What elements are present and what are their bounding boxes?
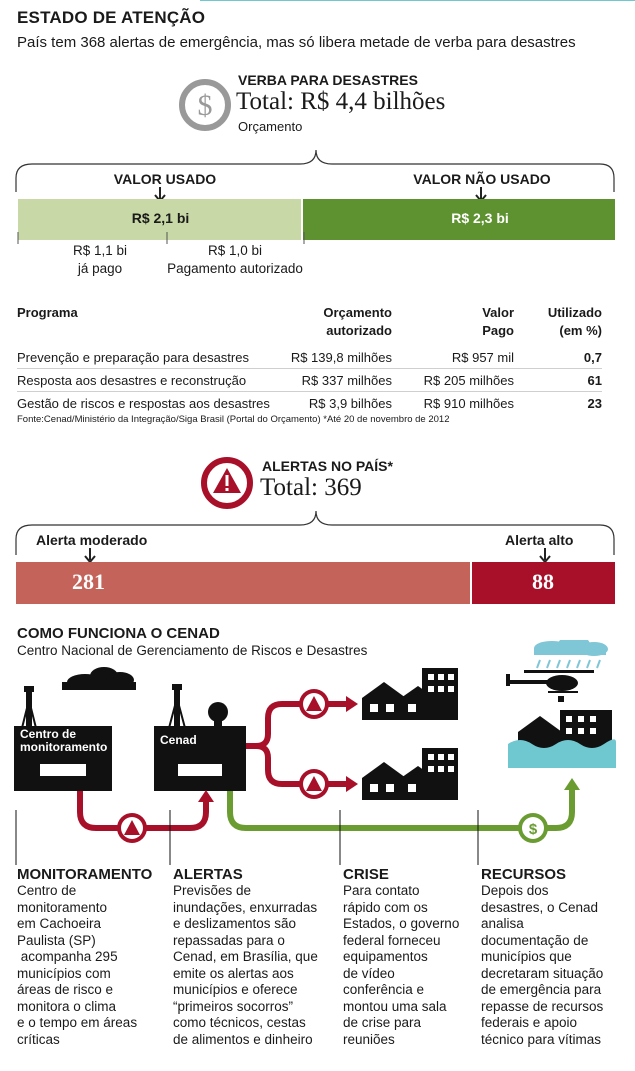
cenad-title: COMO FUNCIONA O CENAD	[17, 625, 220, 642]
alert-icon	[117, 813, 147, 843]
svg-text:$: $	[528, 821, 538, 838]
table-row	[17, 346, 602, 369]
houses-icon	[362, 748, 458, 800]
column-text-line: equipamentos	[343, 949, 428, 964]
column-text	[17, 883, 165, 1048]
column-text-line: federais e apoio	[481, 1015, 578, 1030]
column-text-line: de alimentos e dinheiro	[173, 1031, 313, 1047]
rain-cloud-icon	[534, 640, 608, 668]
column-text-line: municípios e oferece	[173, 982, 298, 997]
budget-label: VERBA PARA DESASTRES	[238, 72, 418, 88]
cenad-box-label: Cenad	[160, 733, 197, 747]
column-text-line: emite os alertas aos	[173, 965, 294, 981]
cell-paid: R$ 205 milhões	[392, 369, 514, 392]
th-paid: Valor Pago	[482, 305, 514, 338]
cell-paid: R$ 957 mil	[392, 346, 514, 369]
column-text-line: Paulista (SP)	[17, 932, 96, 948]
authorized-label: Pagamento autorizado	[167, 261, 303, 276]
column-text-line: como técnicos, cestas	[173, 1015, 306, 1030]
cell-used: 0,7	[514, 346, 602, 369]
table-row	[17, 369, 602, 392]
column-text-line: municípios que	[481, 949, 572, 964]
table-header-row	[17, 304, 602, 346]
column-text-line: e deslizamentos são	[173, 916, 297, 931]
th-used: Utilizado (em %)	[547, 305, 602, 338]
column-text-line: documentação de	[481, 932, 589, 948]
column-crise	[343, 866, 473, 1048]
cell-paid: R$ 910 milhões	[423, 395, 514, 411]
column-text-line: Para contato	[343, 883, 420, 898]
column-text-line: Estados, o governo	[343, 916, 460, 931]
cell-program: Resposta aos desastres e reconstrução	[17, 369, 277, 392]
column-text-line: Depois dos	[481, 883, 549, 898]
budget-sub: Orçamento	[238, 119, 303, 134]
paid-block	[50, 242, 150, 278]
cell-budget: R$ 139,8 milhões	[277, 346, 392, 369]
unused-value: R$ 2,3 bi	[451, 210, 509, 226]
column-text-line: “primeiros socorros”	[173, 998, 294, 1014]
paid-value: R$ 1,1 bi	[72, 243, 128, 258]
column-text-line: inundações, enxurradas	[173, 899, 318, 915]
column-text-line: decretaram situação	[481, 965, 604, 981]
authorized-value: R$ 1,0 bi	[207, 243, 263, 258]
column-recursos	[481, 866, 631, 1048]
column-text-line: conferência e	[343, 982, 425, 997]
column-text-line: Cenad, em Brasília, que	[173, 949, 318, 964]
high-value: 88	[532, 569, 554, 594]
column-text-line: técnico para vítimas	[481, 1031, 602, 1047]
column-alertas	[173, 866, 333, 1048]
column-text-line: repasse de recursos	[481, 998, 604, 1014]
column-text-line: críticas	[17, 1031, 60, 1047]
cell-budget: R$ 337 milhões	[277, 369, 392, 392]
alerts-total: Total: 369	[260, 474, 362, 501]
monitor-box-label: Centro de monitoramento	[20, 727, 108, 754]
source-note: Fonte:Cenad/Ministério da Integração/Siga Brasil (Portal do Orçamento) *Até 20 de novembro de 2012	[17, 414, 450, 425]
column-text-line: e o tempo em áreas	[17, 1015, 138, 1030]
column-text	[173, 883, 333, 1048]
high-label: Alerta alto	[505, 532, 574, 548]
column-text-line: federal forneceu	[343, 932, 441, 948]
column-monitoramento	[17, 866, 165, 1048]
column-text	[343, 883, 473, 1048]
column-text-line: em Cachoeira	[17, 916, 102, 931]
column-text-line: repassadas para o	[173, 932, 285, 948]
authorized-block	[160, 242, 310, 278]
used-label: VALOR USADO	[113, 171, 217, 187]
cenad-subtitle: Centro Nacional de Gerenciamento de Riscos e Desastres	[17, 643, 368, 658]
column-text-line: de vídeo	[343, 965, 395, 981]
cloud-icon	[62, 667, 136, 690]
column-text-line: áreas de risco e	[17, 982, 114, 997]
alert-icon	[200, 456, 254, 510]
program-table	[17, 304, 602, 414]
column-text-line: acompanha 295	[17, 949, 118, 964]
alert-icon	[299, 689, 329, 719]
budget-total: Total: R$ 4,4 bilhões	[236, 88, 446, 115]
cell-budget: R$ 3,9 bilhões	[308, 395, 392, 411]
unused-label: VALOR NÃO USADO	[413, 171, 551, 187]
column-title: ALERTAS	[173, 866, 243, 883]
table-row	[17, 392, 602, 415]
column-title: MONITORAMENTO	[17, 866, 153, 883]
column-text	[481, 883, 631, 1048]
moderate-label: Alerta moderado	[36, 532, 148, 548]
column-text-line: Previsões de	[173, 883, 252, 898]
dollar-icon	[518, 813, 548, 843]
helicopter-icon	[506, 670, 594, 702]
column-text-line: monitora o clima	[17, 998, 117, 1014]
th-budget: Orçamento autorizado	[323, 305, 392, 338]
column-text-line: montou uma sala	[343, 998, 447, 1014]
column-title: CRISE	[343, 866, 389, 883]
column-text-line: municípios com	[17, 965, 111, 981]
dollar-icon	[178, 78, 232, 132]
column-text-line: reuniões	[343, 1031, 395, 1047]
column-title: RECURSOS	[481, 866, 567, 883]
column-text-line: analisa	[481, 916, 524, 931]
column-text-line: rápido com os	[343, 899, 428, 915]
cell-used: 23	[587, 395, 602, 411]
page-subtitle: País tem 368 alertas de emergência, mas só libera metade de verba para desastres	[17, 34, 576, 51]
top-rule	[200, 0, 635, 1]
houses-icon	[362, 668, 458, 720]
budget-brace	[0, 130, 635, 200]
cell-program: Gestão de riscos e respostas aos desastres	[17, 395, 270, 411]
th-program: Programa	[17, 305, 78, 320]
alerts-label: ALERTAS NO PAÍS*	[262, 458, 393, 474]
svg-text:$: $	[197, 89, 213, 122]
column-text-line: Centro de	[17, 883, 77, 898]
page-title: ESTADO DE ATENÇÃO	[17, 8, 206, 27]
moderate-value: 281	[72, 569, 105, 594]
cell-program: Prevenção e preparação para desastres	[17, 346, 277, 369]
column-text-line: monitoramento	[17, 899, 108, 915]
alert-icon	[299, 769, 329, 799]
paid-label: já pago	[77, 261, 123, 276]
used-value: R$ 2,1 bi	[131, 210, 190, 226]
column-text-line: desastres, o Cenad	[481, 899, 599, 915]
cell-used: 61	[514, 369, 602, 392]
column-text-line: de crise para	[343, 1015, 422, 1030]
column-text-line: de emergência para	[481, 982, 602, 997]
